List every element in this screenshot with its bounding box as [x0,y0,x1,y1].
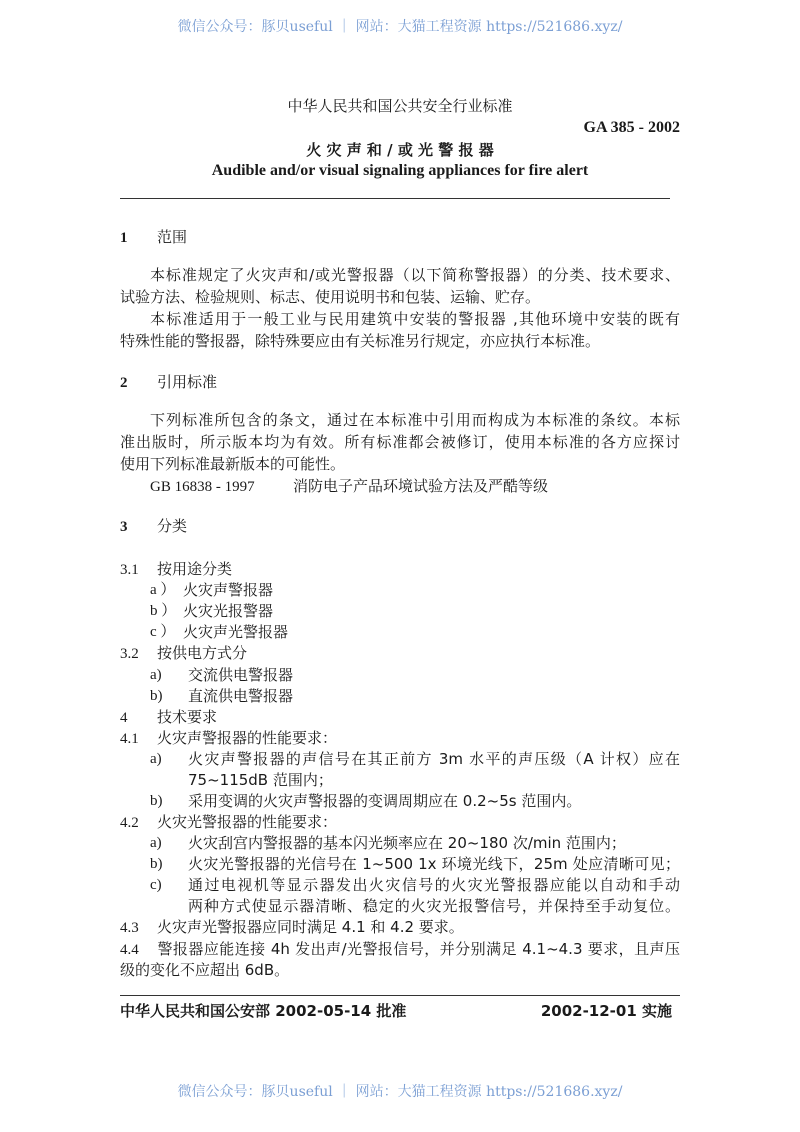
clause-number: 4.1 [120,731,139,747]
list-item [0,601,800,621]
paragraph-line: 特殊性能的警报器，除特殊要应由有关标准另行规定，亦应执行本标准。 [120,332,601,350]
clause-title: 火灾声警报器的性能要求： [157,729,338,747]
paragraph-line: 本标准适用于一般工业与民用建筑中安装的警报器 ,其他环境中安装的既有 [150,310,680,328]
list-item [0,875,800,895]
list-item [0,854,800,874]
list-item [0,749,800,769]
item-label: a) [150,751,162,767]
header-rule [120,198,670,199]
watermark-bottom: 微信公众号：豚贝useful ｜ 网站：大猫工程资源 https://521686.xyz/ [177,1084,623,1100]
clause-text: 警报器应能连接 4h 发出声/光警报信号，并分别满足 4.1~4.3 要求，且声压 [157,940,680,958]
reference-title: 消防电子产品环境试验方法及严酷等级 [293,477,549,495]
section-2-heading [120,372,217,392]
item-text: 火灾光警报器的光信号在 1~500 1x 环境光线下，25m 处应清晰可见； [188,855,680,873]
section-4-heading [120,707,217,727]
item-label: c ） [150,624,176,640]
list-item [0,665,800,685]
paragraph-line: 准出版时，所示版本均为有效。所有标准都会被修订，使用本标准的各方应探讨 [120,433,680,451]
item-label: b) [150,793,163,809]
clause-number: 4.2 [120,815,139,831]
list-item [0,686,800,706]
item-text: 直流供电警报器 [188,687,294,705]
clause-title: 按用途分类 [157,560,233,578]
section-title: 引用标准 [157,373,218,391]
clause-4-4 [120,939,680,959]
issuing-org: 中华人民共和国公共安全行业标准 [287,97,513,115]
item-text: 火灾刮宫内警报器的基本闪光频率应在 20~180 次/min 范围内； [188,834,626,852]
clause-4-1 [120,728,337,748]
item-text-continued: 75~115dB 范围内； [188,771,333,789]
title-cn: 火 灾 声 和 / 或 光 警 报 器 [306,141,494,159]
paragraph-line: 下列标准所包含的条文，通过在本标准中引用而构成为本标准的条纹。本标 [150,411,680,429]
section-title: 分类 [157,517,188,535]
paragraph-line: 本标准规定了火灾声和/或光警报器（以下简称警报器）的分类、技术要求、 [150,266,680,284]
section-number: 4 [120,710,128,726]
item-text: 火灾声警报器 [183,581,274,599]
item-label: c) [150,877,162,893]
item-text: 通过电视机等显示器发出火灾信号的火灾光警报器应能以自动和手动 [188,876,680,894]
item-text: 火灾声警报器的声信号在其正前方 3m 水平的声压级（A 计权）应在 [188,750,680,768]
footer-rule [120,995,680,996]
item-text: 火灾声光警报器 [183,623,289,641]
section-1-heading [120,227,187,247]
clause-text-continued: 级的变化不应超出 6dB。 [120,961,290,979]
standard-code: GA 385 - 2002 [583,119,680,136]
clause-4-2 [120,812,337,832]
list-item [0,791,800,811]
item-text: 交流供电警报器 [188,666,294,684]
item-label: b) [150,856,163,872]
reference-standard [150,476,548,496]
clause-title: 火灾光警报器的性能要求： [157,813,338,831]
clause-3-2 [120,643,247,663]
clause-3-1 [120,559,232,579]
reference-code: GB 16838 - 1997 [150,479,255,495]
item-text: 火灾光报警器 [183,602,274,620]
clause-title: 按供电方式分 [157,644,248,662]
section-title: 范围 [157,228,188,246]
item-label: b ） [150,603,177,619]
watermark-top: 微信公众号：豚贝useful ｜ 网站：大猫工程资源 https://521686.xyz/ [177,19,623,35]
item-text: 采用变调的火灾声警报器的变调周期应在 0.2~5s 范围内。 [188,792,582,810]
approval-date: 中华人民共和国公安部 2002-05-14 批准 [120,1002,407,1020]
item-label: a) [150,835,162,851]
list-item [0,622,800,642]
clause-number: 4.4 [120,942,139,958]
clause-4-3 [120,917,464,937]
item-label: b) [150,688,163,704]
list-item [0,580,800,600]
clause-number: 3.2 [120,646,139,662]
list-item [0,833,800,853]
item-text-continued: 两种方式使显示器清晰、稳定的火灾光报警信号，并保持至手动复位。 [188,897,680,915]
section-number: 1 [120,230,128,246]
clause-number: 4.3 [120,920,139,936]
section-title: 技术要求 [157,708,218,726]
section-3-heading [120,516,187,536]
item-label: a) [150,667,162,683]
section-number: 3 [120,519,128,535]
paragraph-line: 使用下列标准最新版本的可能性。 [120,455,346,473]
clause-number: 3.1 [120,562,139,578]
title-en: Audible and/or visual signaling appliances for fire alert [211,162,589,179]
item-label: a ） [150,582,176,598]
clause-text: 火灾声光警报器应同时满足 4.1 和 4.2 要求。 [157,918,464,936]
paragraph-line: 试验方法、检验规则、标志、使用说明书和包装、运输、贮存。 [120,288,541,306]
section-number: 2 [120,375,128,391]
effective-date: 2002-12-01 实施 [540,1002,672,1020]
